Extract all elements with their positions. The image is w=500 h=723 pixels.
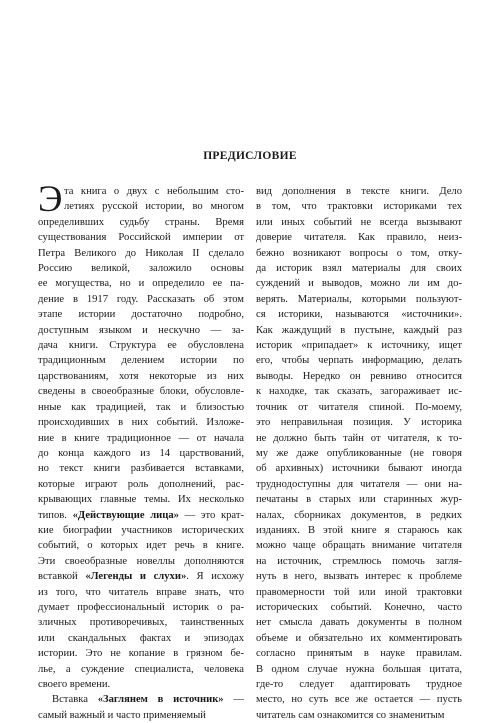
- inline-section-term: «Заглянем в источник»: [97, 694, 224, 706]
- left-text-line: событий, о которых идет речь в книге.: [38, 540, 244, 552]
- left-text-line: Россию великой, заложило основы: [38, 263, 244, 275]
- left-text-line: вставкой «Легенды и слухи». Я исхожу: [38, 571, 244, 583]
- left-text-line: та книга о двух с небольшим сто-: [64, 186, 244, 197]
- left-text-line: существования Российской империи от: [38, 232, 244, 244]
- left-text-line: до конца каждого из 14 царствований,: [38, 447, 244, 459]
- left-text-line: истории. Это не копание в грязном бе-: [38, 648, 244, 660]
- inline-section-term: «Легенды и слухи»: [85, 571, 187, 583]
- left-text-line: сведены в своеобразные блоки, обусловле-: [38, 386, 244, 398]
- right-text-line: выводы. Нередко он ревниво относится: [256, 370, 462, 382]
- right-text-line: об архивных) источники бывают иногда: [256, 463, 462, 475]
- right-text-line: где-то следует адаптировать трудное: [256, 679, 462, 690]
- right-text-line: труднодоступны для читателя — они на-: [256, 478, 462, 490]
- right-text-line: на источник, стремлюсь помочь загля-: [256, 555, 462, 567]
- left-text-line: традиционным делением истории по: [38, 355, 244, 367]
- left-text-line: происходивших в них событий. Изложе-: [38, 417, 244, 429]
- right-text-line: вид дополнения в тексте книги. Дело: [256, 186, 462, 197]
- left-text-line: Вставка «Заглянем в источник» —: [52, 694, 244, 706]
- left-text-line: самый важный и часто применяемый: [38, 709, 206, 721]
- left-text-line: но текст книги разбивается вставками,: [38, 463, 244, 475]
- left-text-line: дение в 1917 году. Рассказать об этом: [38, 293, 244, 305]
- right-text-line: историк «припадает» к источнику, ищет: [256, 340, 462, 352]
- right-text-line: к находке, так сказать, загораживает ис-: [256, 386, 462, 398]
- right-text-line: В одном случае нужна большая цитата,: [256, 663, 462, 675]
- left-text-line: или скандальных фактах и эпизодах: [38, 632, 244, 644]
- right-text-line: да историк взял материалы для своих: [256, 263, 462, 275]
- left-text-line: из того, что читатель вправе знать, что: [38, 586, 244, 598]
- left-text-line: этапе истории достаточно подробно,: [38, 309, 244, 321]
- right-text-line: не должно быть тайн от читателя, к то-: [256, 432, 462, 444]
- inline-section-term: «Действующие лица»: [72, 509, 179, 521]
- right-text-line: исторических событий. Конечно, часто: [256, 601, 462, 613]
- left-text-line: которые играют роль дополнений, рас-: [38, 478, 244, 490]
- left-text-line: доступным языком и нескучно — за-: [38, 324, 244, 336]
- left-text-line: царствованиям, хотя некоторые из них: [38, 370, 244, 382]
- right-text-line: его, чтобы черпать информацию, делать: [256, 355, 462, 367]
- right-text-line: точник от читателя спиной. По-моему,: [256, 401, 462, 413]
- right-text-line: нуть в него, вызвать интерес к проблеме: [256, 571, 462, 583]
- drop-cap-letter: Э: [38, 179, 63, 220]
- left-text-line: типов. «Действующие лица» — это крат-: [38, 509, 244, 521]
- right-text-line: налах, сборниках документов, в редких: [256, 509, 462, 521]
- right-text-line: му же даже опубликованные (не говоря: [256, 447, 462, 459]
- left-text-line: дача книги. Структура ее обусловлена: [38, 340, 244, 352]
- right-text-line: это неправильная позиция. У историка: [256, 417, 462, 429]
- left-text-line: зличных противоречивых, таинственных: [38, 617, 244, 629]
- left-text-line: ние в книге традиционное — от начала: [38, 432, 244, 444]
- left-column: [38, 179, 244, 723]
- right-text-line: в том, что трактовки историками тех: [256, 201, 462, 213]
- right-text-line: Как жаждущий в пустыне, каждый раз: [256, 324, 462, 336]
- left-text-line: Петра Великого до Николая II сделало: [38, 247, 244, 259]
- left-text-line: думает профессиональный историк о ра-: [38, 601, 244, 613]
- right-text-line: ся историки, называются «источники».: [256, 309, 462, 321]
- right-text-line: суждений и выводов, можно ли им до-: [256, 278, 462, 290]
- right-text-line: объеме и обязательно их комментировать: [256, 632, 462, 644]
- left-text-line: летиях русской истории, во многом: [64, 201, 244, 213]
- left-text-line: нные как традицией, так и близостью: [38, 401, 244, 413]
- left-text-line: лье, а суждение специалиста, человека: [38, 663, 244, 675]
- right-text-line: или иных событий не всегда вызывают: [256, 216, 462, 228]
- left-text-line: Эти своеобразные новеллы дополняются: [38, 555, 244, 567]
- page-title: ПРЕДИСЛОВИЕ: [203, 150, 297, 162]
- right-text-line: бежно возникают вопросы о том, отку-: [256, 247, 462, 259]
- right-text-line: доверие читателя. Как правило, неиз-: [256, 232, 462, 244]
- right-text-line: согласно принятым в науке правилам.: [256, 648, 462, 660]
- left-text-line: ее могущества, но и определило ее па-: [38, 278, 244, 290]
- right-text-line: нет смысла давать документы в полном: [256, 617, 462, 629]
- right-text-line: место, но суть все же остается — пусть: [256, 694, 462, 706]
- right-column: [256, 184, 462, 723]
- right-text-line: можно чаще обращать внимание читателя: [256, 540, 462, 552]
- left-text-line: кие биографии участников исторических: [38, 524, 244, 536]
- left-text-line: своего времени.: [38, 679, 111, 690]
- right-text-line: читатель сам ознакомится со знаменитым: [256, 709, 445, 721]
- right-text-line: изданиях. В этой книге я стараюсь как: [256, 524, 462, 536]
- left-text-line: определивших судьбу страны. Время: [38, 216, 244, 228]
- right-text-line: печатаны в старых или старинных жур-: [256, 494, 462, 506]
- right-text-line: верять. Материалы, которыми пользуют-: [256, 293, 462, 305]
- left-text-line: крывающих главные темы. Их несколько: [38, 494, 244, 506]
- right-text-line: правомерности той или иной трактовки: [256, 586, 462, 598]
